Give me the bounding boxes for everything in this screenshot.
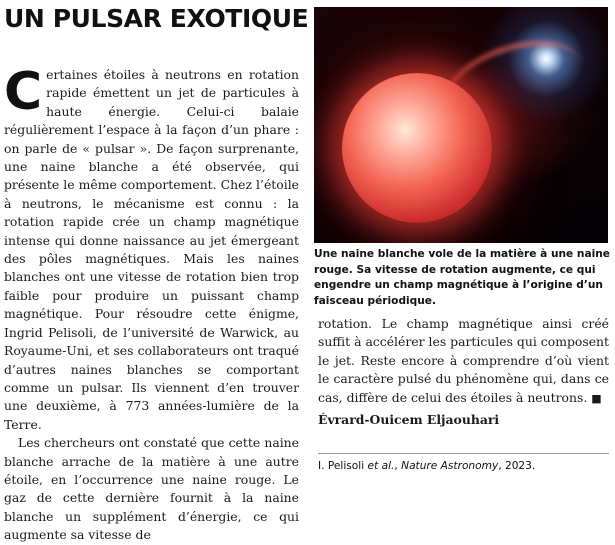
paragraph-3 <box>318 315 609 408</box>
paragraph-1 <box>4 62 299 434</box>
article-author: Évrard-Ouicem Eljaouhari <box>318 412 500 427</box>
paragraph-1-text: ertaines étoiles à neutrons en rotation rapide émettent un jet de particules à haute énergie. Celui-ci balaie régulièrement l’espace à la façon d’un phare : on parle de « pulsar ». De façon surprenante, une naine blanche a été observée, qui présente le même comportement. Chez l’étoile à neutrons, le mécanisme est connu : la rotation rapide crée un champ magnétique intense qui donne naissance au jet émergeant des pôles magnétiques. Mais les naines blanches ont une vitesse de rotation bien trop faible pour produire un puissant champ magnétique. Pour résoudre cette énigme, Ingrid Pelisoli, de l’université de Warwick, au Royaume-Uni, et ses collaborateurs ont traqué d’autres naines blanches se comportant comme un pulsar. Ils viennent d’en trouver une deuxième, à 773 années-lumière de la Terre. <box>4 67 299 432</box>
pulsar-illustration <box>314 7 608 243</box>
reference-line: I. Pelisoli et al., Nature Astronomy, 2023. <box>318 460 536 472</box>
paragraph-2: Les chercheurs ont constaté que cette naine blanche arrache de la matière à une autre étoile, en l’occurrence une naine rouge. Le gaz de cette dernière fournit à la naine blanche un supplément d’énergie, ce qui augmente sa vitesse de <box>4 435 299 543</box>
reference-et-al: et al. <box>367 460 395 472</box>
reference-journal: Nature Astronomy <box>401 460 499 472</box>
end-mark: ■ <box>591 391 602 405</box>
reference-authors: I. Pelisoli <box>318 460 365 472</box>
reference-year: , 2023. <box>498 460 536 472</box>
right-column <box>318 315 609 408</box>
paragraph-3-text: rotation. Le champ magnétique ainsi créé suffit à accélérer les particules qui composent le jet. Reste encore à comprendre d’où vient le caractère pulsé du phénomène qui, dans ce cas, diffère de celui des étoiles à neutrons. <box>318 316 609 405</box>
figure-caption: Une naine blanche vole de la matière à une naine rouge. Sa vitesse de rotation augmente, ce qui engendre un champ magnétique à l’origine d’un faisceau périodique. <box>314 248 610 307</box>
article-title: UN PULSAR EXOTIQUE <box>4 4 309 33</box>
reference-divider <box>318 453 609 454</box>
red-dwarf-star <box>342 73 492 223</box>
drop-cap: C <box>4 62 43 122</box>
left-column <box>4 62 299 545</box>
